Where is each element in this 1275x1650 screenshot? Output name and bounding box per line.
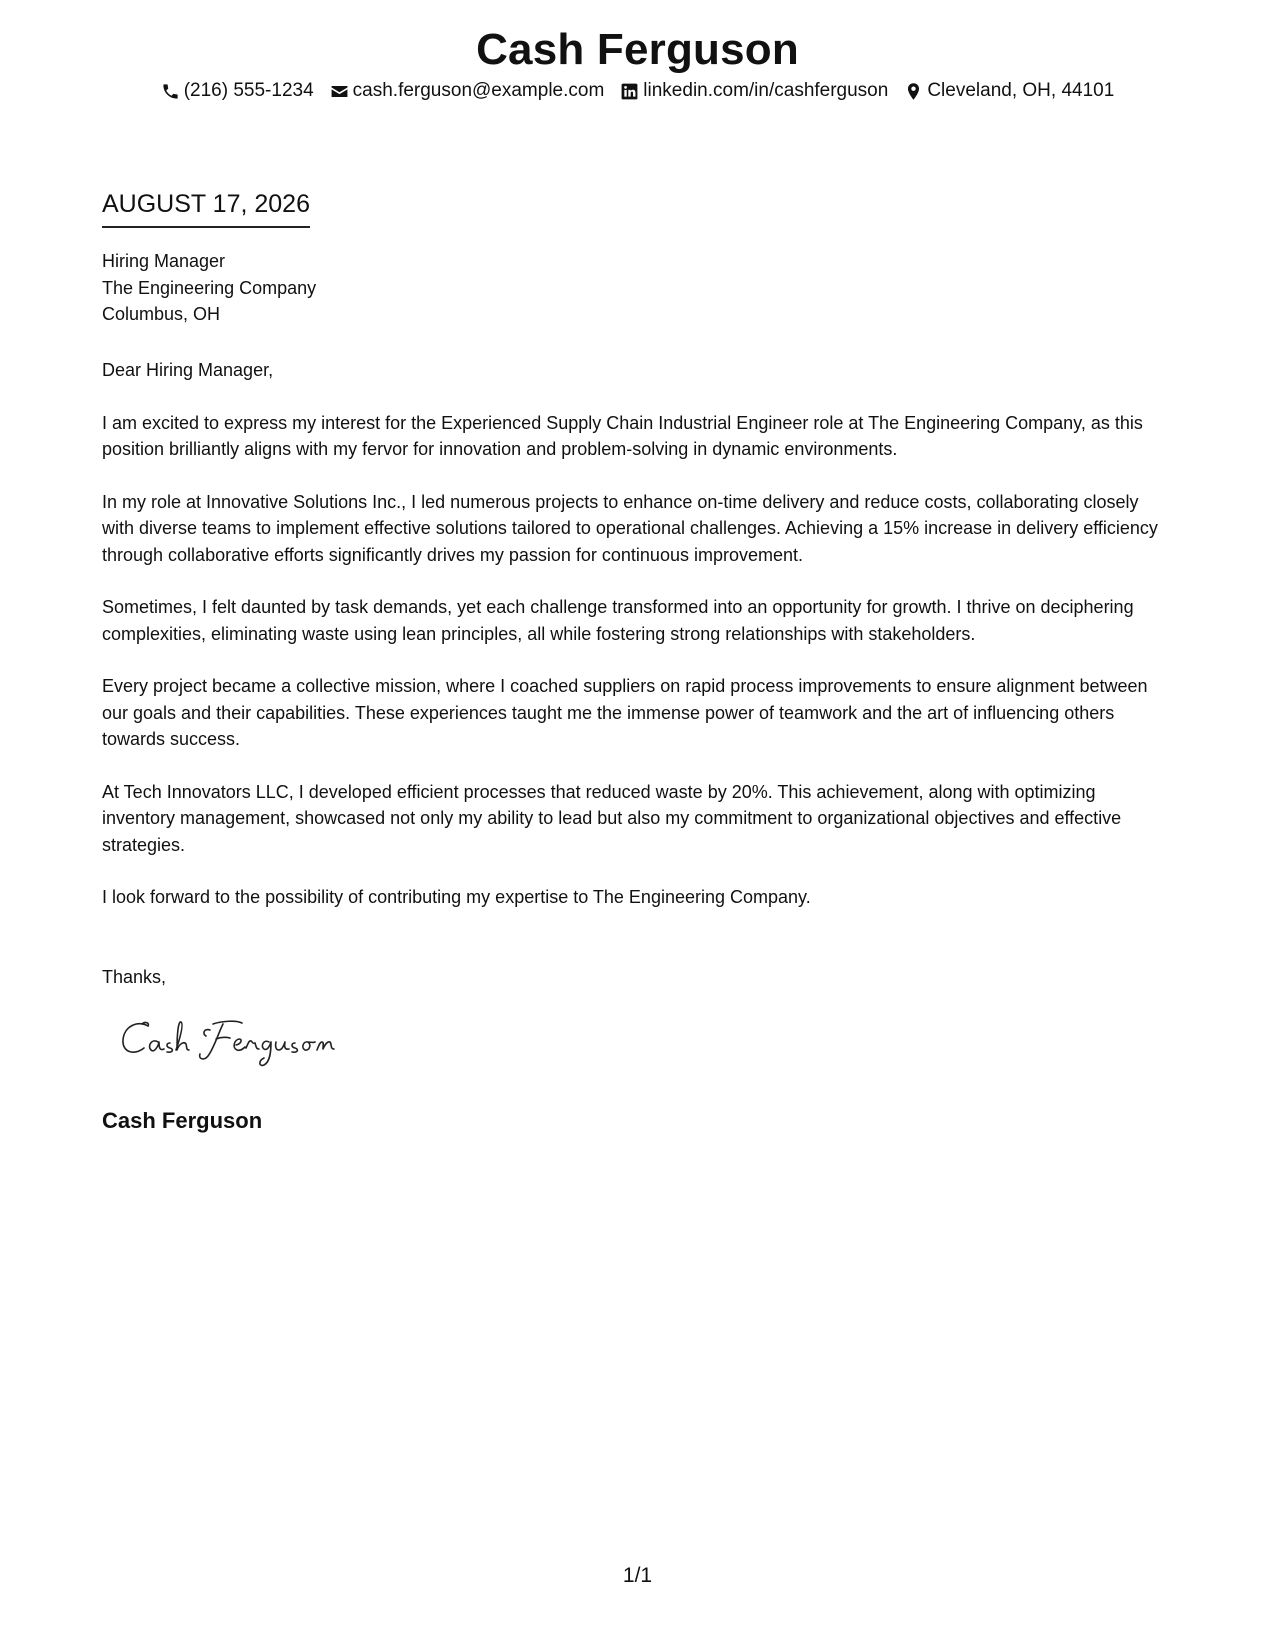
- signed-name: Cash Ferguson: [102, 1108, 263, 1133]
- recipient-company: The Engineering Company: [102, 277, 317, 298]
- contact-linkedin: [620, 78, 888, 104]
- body-paragraph: Every project became a collective mission, where I coached suppliers on rapid process improvements to ensure alignment between our goals and their capabilities. These experiences taught me the immense power of teamwork and the art of influencing others towards success.: [102, 676, 1148, 749]
- phone-text: (216) 555-1234: [183, 80, 314, 101]
- location-text: Cleveland, OH, 44101: [927, 80, 1115, 101]
- salutation: Dear Hiring Manager,: [102, 360, 274, 380]
- email-text: cash.ferguson@example.com: [352, 80, 605, 101]
- letter-date: AUGUST 17, 2026: [102, 188, 310, 228]
- recipient-title: Hiring Manager: [102, 251, 226, 271]
- linkedin-text: linkedin.com/in/cashferguson: [643, 80, 889, 101]
- applicant-name: Cash Ferguson: [476, 25, 799, 74]
- contact-phone: [161, 78, 314, 104]
- body-paragraph: At Tech Innovators LLC, I developed efficient processes that reduced waste by 20%. This achievement, along with optimizing inventory management, showcased not only my ability to lead but also my commitment to organizational objectives and effective strategies.: [102, 781, 1122, 855]
- envelope-icon: [330, 82, 349, 101]
- map-marker-icon: [904, 82, 923, 101]
- closing: Thanks,: [102, 967, 167, 987]
- recipient-location: Columbus, OH: [102, 304, 221, 324]
- handwritten-signature: [118, 1012, 358, 1072]
- letter-body: [102, 357, 1162, 937]
- body-paragraph: Sometimes, I felt daunted by task demands, yet each challenge transformed into an opportunity for growth. I thrive on deciphering complexities, eliminating waste using lean principles, all while fostering strong relationships with stakeholders.: [102, 597, 1134, 644]
- page-number: 1/1: [622, 1564, 653, 1587]
- linkedin-icon: [620, 82, 639, 101]
- phone-icon: [161, 82, 180, 101]
- body-paragraph: I am excited to express my interest for the Experienced Supply Chain Industrial Engineer role at The Engineering Company, as this position brilliantly aligns with my fervor for innovation and problem-solving in dynamic environments.: [102, 412, 1143, 459]
- body-paragraph: In my role at Innovative Solutions Inc., I led numerous projects to enhance on-time delivery and reduce costs, collaborating closely with diverse teams to implement effective solutions tailored to operational challenges. Achieving a 15% increase in delivery efficiency through collaborative efforts significantly drives my passion for continuous improvement.: [102, 491, 1158, 565]
- recipient-block: [102, 248, 316, 328]
- contact-email: [330, 78, 605, 104]
- contact-location: [904, 78, 1114, 104]
- body-paragraph: I look forward to the possibility of contributing my expertise to The Engineering Company.: [102, 887, 811, 907]
- contact-info: [0, 78, 1275, 104]
